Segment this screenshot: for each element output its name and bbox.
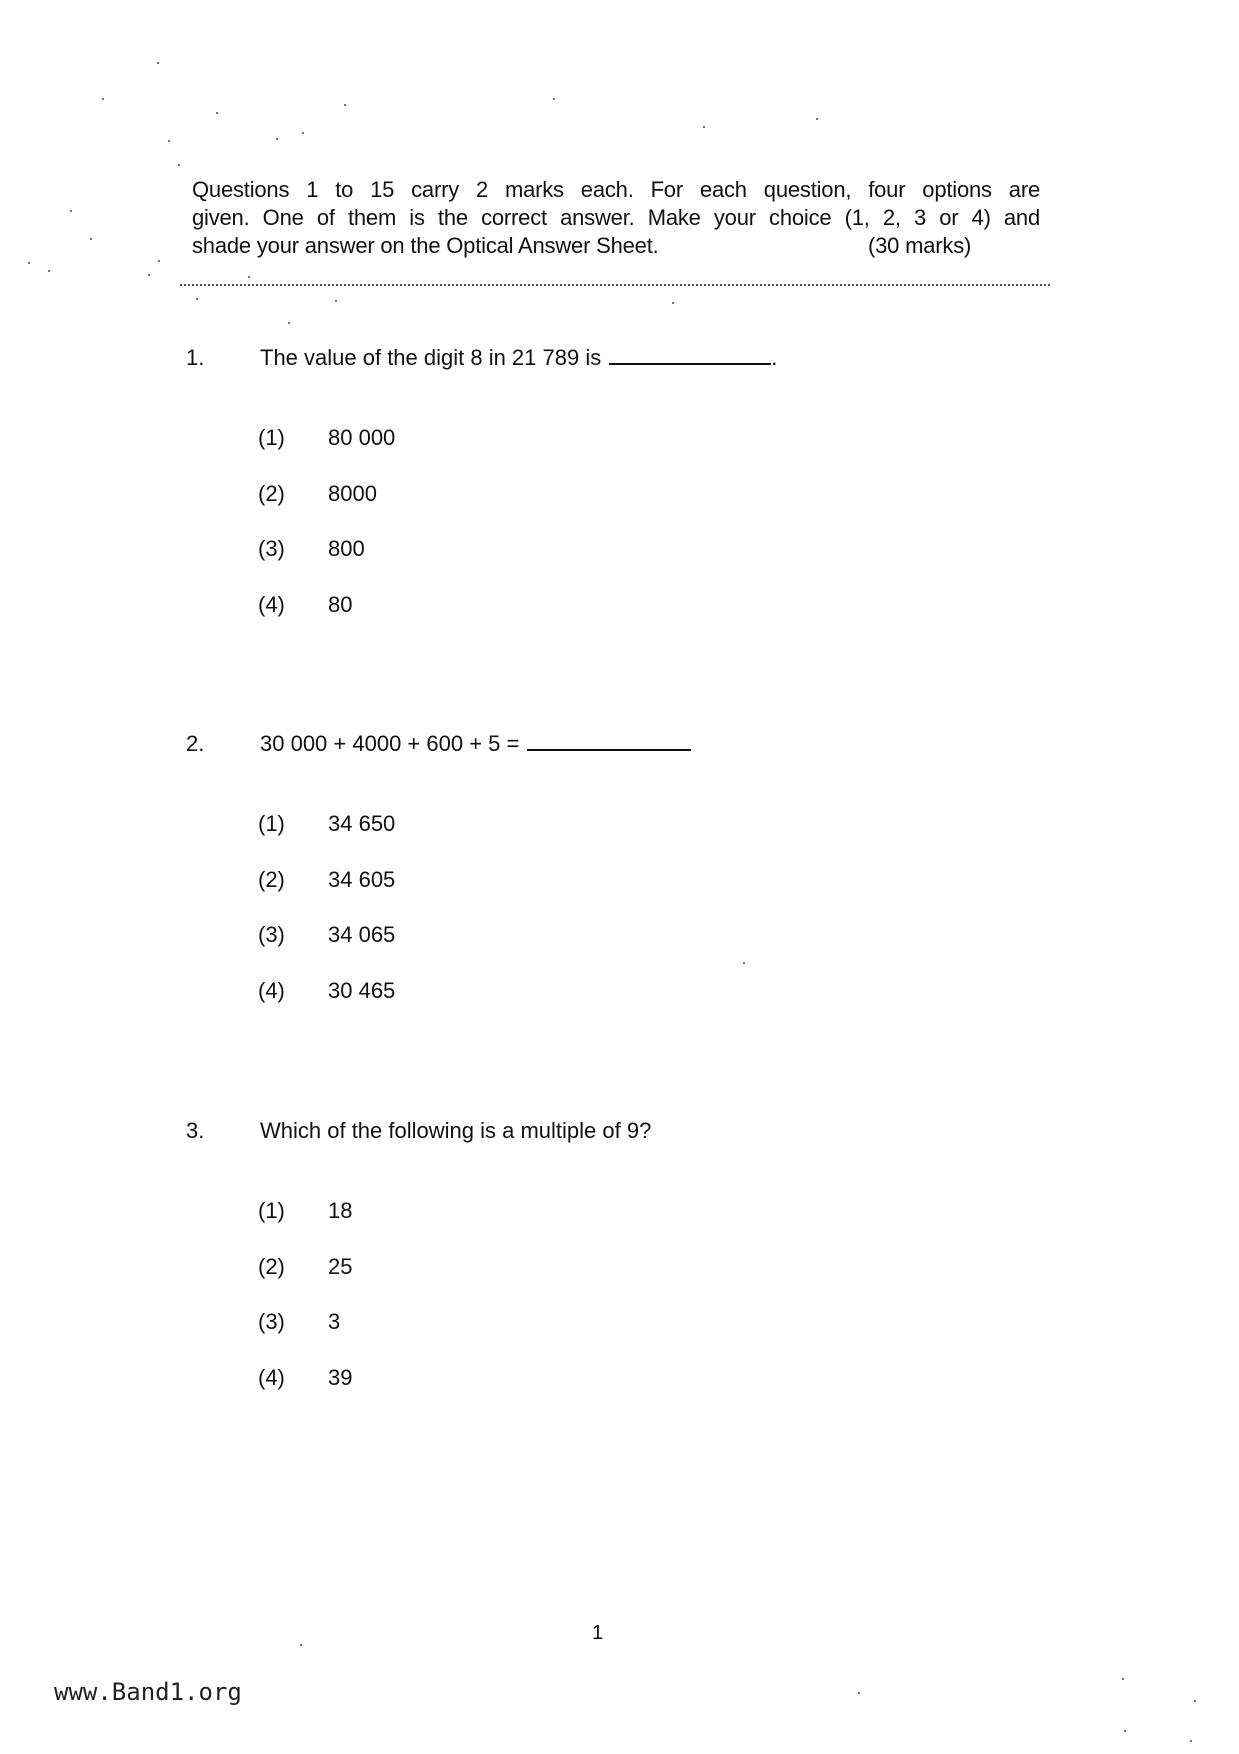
instructions xyxy=(192,176,1040,260)
question-stem: 30 000 + 4000 + 600 + 5 = xyxy=(260,731,520,756)
option-label: (1) xyxy=(258,811,285,836)
question-number: 2. xyxy=(186,731,205,756)
total-marks: (30 marks) xyxy=(868,233,972,258)
question-text xyxy=(260,1117,651,1145)
option-value: 25 xyxy=(328,1253,353,1279)
option-label: (4) xyxy=(258,977,285,1003)
option-value: 34 605 xyxy=(328,866,396,892)
instructions-line-3: shade your answer on the Optical Answer Sheet. xyxy=(192,233,659,258)
question-stem: Which of the following is a multiple of 9? xyxy=(260,1118,652,1143)
option-value: 18 xyxy=(328,1198,353,1223)
option-value: 34 650 xyxy=(328,811,396,836)
question-number: 3. xyxy=(186,1118,205,1143)
option-label: (2) xyxy=(258,480,285,506)
option-value: 34 065 xyxy=(328,922,396,947)
page-number: 1 xyxy=(592,1622,604,1644)
instructions-line-1: Questions 1 to 15 carry 2 marks each. For each question, four options are xyxy=(192,177,1040,202)
option-label: (3) xyxy=(258,922,285,947)
option-label: (1) xyxy=(258,425,285,450)
option-value: 3 xyxy=(328,1309,341,1334)
question-stem: The value of the digit 8 in 21 789 is xyxy=(260,345,602,370)
instructions-line-2: given. One of them is the correct answer. Make your choice (1, 2, 3 or 4) and xyxy=(192,205,1040,230)
option-label: (4) xyxy=(258,1364,285,1390)
option-label: (3) xyxy=(258,1309,285,1334)
option-value: 39 xyxy=(328,1364,353,1390)
option-value: 8000 xyxy=(328,480,377,506)
answer-blank xyxy=(527,731,691,751)
option-label: (4) xyxy=(258,591,285,617)
question-suffix: . xyxy=(771,345,778,370)
question-text xyxy=(260,730,691,758)
option-label: (3) xyxy=(258,536,285,561)
option-value: 30 465 xyxy=(328,977,396,1003)
question-text xyxy=(260,344,777,372)
option-value: 80 xyxy=(328,591,353,617)
section-divider xyxy=(180,284,1050,286)
option-label: (2) xyxy=(258,866,285,892)
answer-blank xyxy=(609,345,771,365)
option-value: 800 xyxy=(328,536,365,561)
option-label: (1) xyxy=(258,1198,285,1223)
option-label: (2) xyxy=(258,1253,285,1279)
footer-url: www.Band1.org xyxy=(54,1678,242,1706)
option-value: 80 000 xyxy=(328,425,396,450)
question-number: 1. xyxy=(186,345,205,370)
